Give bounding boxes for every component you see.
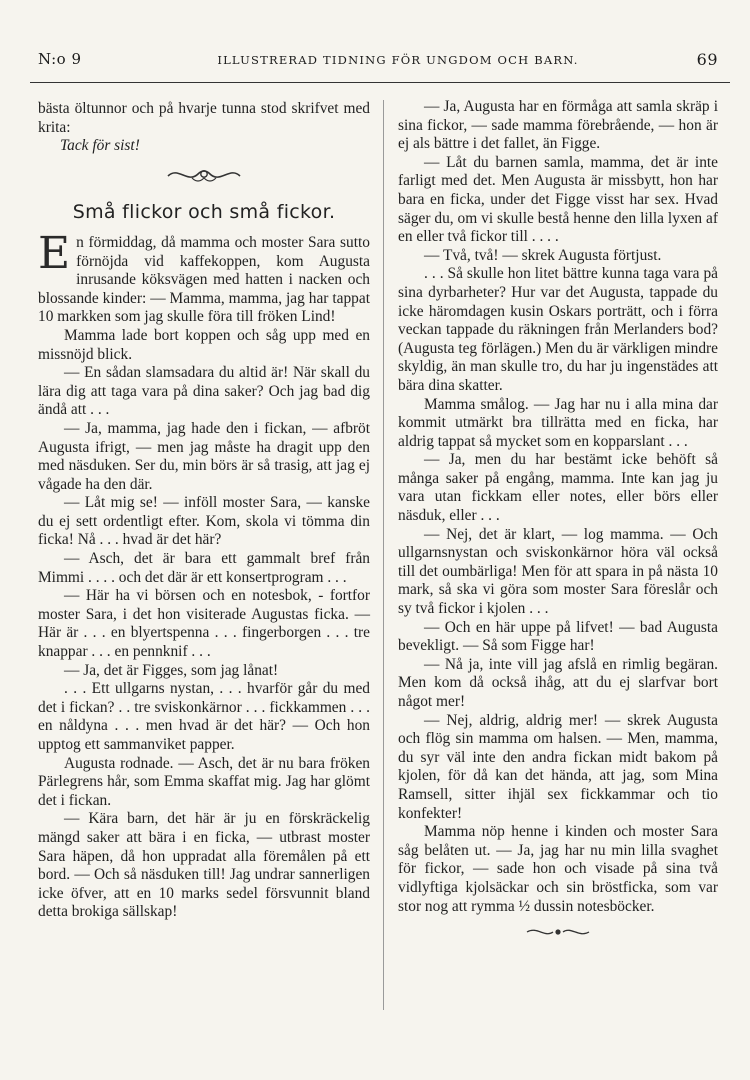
end-ornament-icon [398,924,718,946]
column-divider [383,100,384,1010]
article-paragraph: — Ja, mamma, jag hade den i fickan, — afbröt Augusta ifrigt, — men jag måste ha dragit upp den med näsduken. Ser du, min börs är så trasig, att jag ej vågade ha den där. [38,419,370,493]
issue-number: N:o 9 [38,50,82,68]
dropcap-letter: E [38,227,71,279]
article-paragraph: — Ja, men du har bestämt icke behöft så många saker på engång, mamma. Inte kan jag ju vara utan fickkam eller notes, eller börs eller näsduk, eller . . . [398,451,718,525]
article-paragraph: — Låt du barnen samla, mamma, det är inte farligt med det. Men Augusta är missbytt, hon har bara en ficka, under det Figge visst har sex. Hvad säger du, om vi skulle bestå henne den lilla lyxen af en eller två fickor till . . . . [398,153,718,246]
article-paragraph: — Två, två! — skrek Augusta förtjust. [424,246,662,264]
article-paragraph: Mamma lade bort koppen och såg upp med en missnöjd blick. [38,326,370,363]
article-paragraph: Mamma smålog. — Jag har nu i alla mina dar kommit utmärkt bra tillrätta med en ficka, har aldrig tappat så mycket som en kopparslant . . . [398,395,718,450]
article-paragraph: . . . Ett ullgarns nystan, . . . hvarför går du med det i fickan? . . tre sviskonkärnor . . . fickkammen . . . en nåldyna . . . men hvad är det här? — Och hon upptog ett sammanviket papper. [38,680,370,753]
publication-title: ILLUSTRERAD TIDNING FÖR UNGDOM OCH BARN. [217,53,579,67]
intro-text: bästa öltunnor och på hvarje tunna stod skrifvet med krita: [38,100,370,136]
paragraph-text: n förmiddag, då mamma och moster Sara sutto förnöjda vid kaffekoppen, kom Augusta inrusande köksvägen med hatten i nacken och blossande kinder: — Mamma, mamma, jag har tappat 10 markken som jag skulle föra till fröken Lind! [38,233,370,326]
article-paragraph: — Kära barn, det här är ju en förskräckelig mängd saker att bära i en ficka, — utbrast moster Sara häpen, då hon uppradat alla föremålen på ett bord. — Och så näsduken till! Jag undrar sannerligen icke öfver, att en 10 marks sedel försvunnit bland detta brokiga sällskap! [38,810,370,921]
article-paragraph: — Ja, det är Figges, som jag lånat! [64,661,279,679]
article-paragraph [38,227,370,327]
page-number: 69 [696,50,718,69]
article-paragraph: — Nå ja, inte vill jag afslå en rimlig begäran. Men kom då också ihåg, att du ej slarfvar bort något mer! [398,655,718,710]
toast-text: Tack för sist! [60,137,140,155]
article-paragraph: — Nej, aldrig, aldrig mer! — skrek Augusta och flög sin mamma om halsen. — Men, mamma, du syr väl inte den andra fickan midt bakom på kjolen, för då kan det hända, att jag, som Mina Ramsell, sitter ihjäl sex fickkammar och tio konfekter! [398,711,718,822]
article-paragraph: — Låt mig se! — inföll moster Sara, — kanske du ej sett ordentligt efter. Kom, skola vi tömma din ficka! Nå . . . hvad är det här? [38,494,370,549]
section-title: Små flickor och små fickor. [72,201,336,224]
article-paragraph: Mamma nöp henne i kinden och moster Sara såg belåten ut. — Ja, jag har nu min lilla svaghet för fickor, — sade hon och visade på sina två vidlyftiga kjolsäckar och sin bröstficka, som var stor nog att rymma ½ dussin notesböcker. [398,823,718,915]
article-paragraph: — Och en här uppe på lifvet! — bad Augusta bevekligt. — Så som Figge har! [398,618,718,655]
article-paragraph: — Asch, det är bara ett gammalt bref från Mimmi . . . . och det där är ett konsertprogram . . . [38,550,370,586]
article-paragraph: — Här ha vi börsen och en notesbok, - fortfor moster Sara, i det hon visiterade Augustas ficka. — Här är . . . en blyertspenna . . . fingerborgen . . . tre knappar . . . en pennknif . . . [38,587,370,661]
article-paragraph: — Nej, det är klart, — log mamma. — Och ullgarnsnystan och sviskonkärnor höra väl också till det oumbärliga! Men för att spara in på nästa 10 mark, så ska vi göra som moster Sara föreslår och sy två fickor i kjolen . . . [398,525,718,618]
article-paragraph: . . . Så skulle hon litet bättre kunna taga vara på sina dyrbarheter? Hur var det Augusta, tappade du icke häromdagen kusin Oskars porträtt, och i förra veckan tappade du räkningen från Merlanders bod? (Augusta teg förlägen.) Men du är värkligen mindre skyldig, än man skulle tro, du har ju ingenstädes att bära dina skatter. [398,265,718,394]
article-paragraph: Augusta rodnade. — Asch, det är nu bara fröken Pärlegrens hår, som Emma skaffat mig. Jag har glömt det i fickan. [38,754,370,809]
article-paragraph: — En sådan slamsadara du altid är! När skall du lära dig att taga vara på dina saker? Och jag bad dig ändå att . . . [38,364,370,419]
ornament-flourish-icon [38,164,370,192]
header-rule [30,82,730,83]
page-header [38,44,718,74]
right-column [398,98,718,946]
left-column [38,100,370,922]
article-paragraph: — Ja, Augusta har en förmåga att samla skräp i sina fickor, — sade mamma förebrående, — hon är ej als bättre i det fallet, än Figge. [398,98,718,153]
